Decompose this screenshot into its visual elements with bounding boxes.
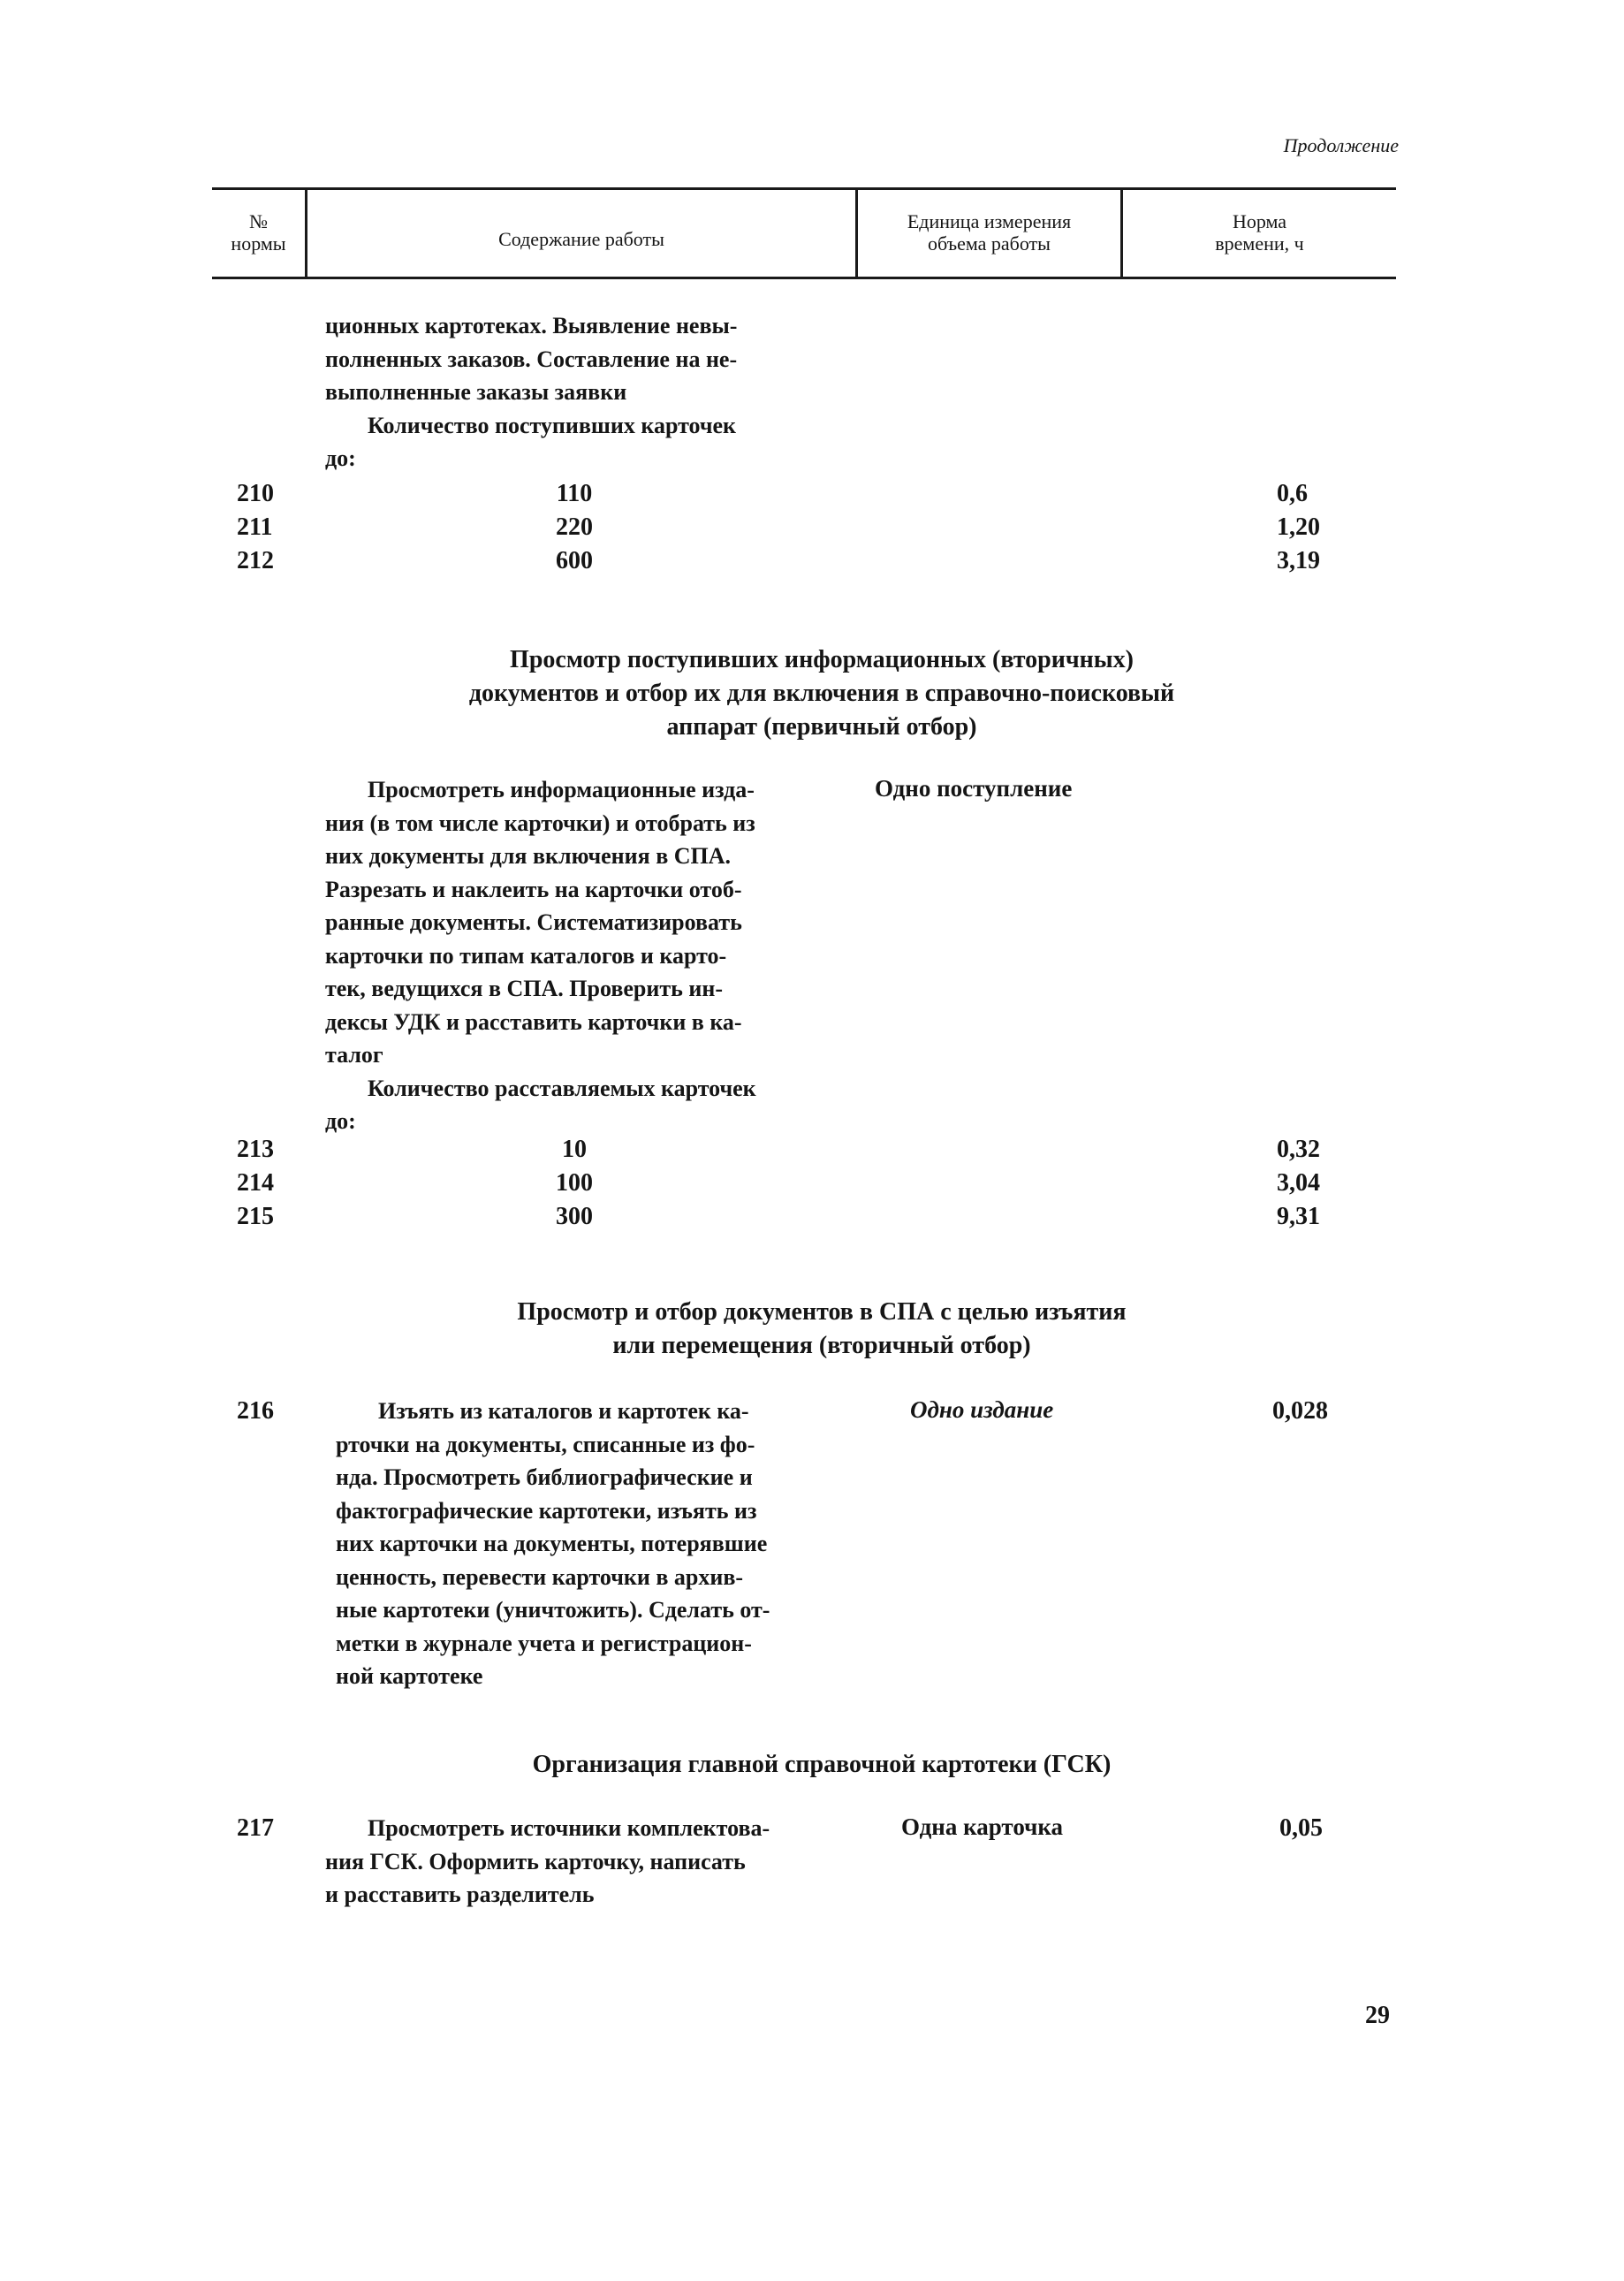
section-title: Просмотр поступивших информационных (вторичных) документов и отбор их для включения в справочно-поисковый аппарат (первичный отбор) [468,646,1175,741]
header-col-unit: Единица измерения объема работы [907,210,1072,255]
norm-value: 1,20 [1277,513,1320,541]
section1-text: Просмотреть информационные изда- ния (в том числе карточки) и отобрать из них документы для включения в СПА. Разрезать и наклеить на карточки отоб- ранные документы. Систематизировать карточки по типам каталогов и карто- тек, ведущихся в СПА. Проверить ин- дексы УДК и расставить карточки в ка- талог Количество расставляемых карточек до: [325,773,873,1138]
section-title: Организация главной справочной картотеки (ГСК) [532,1751,1112,1778]
header-bottom-rule [212,277,1396,279]
section2-text: Изъять из каталогов и картотек ка- рточки на документы, списанные из фо- нда. Просмотреть библиографические и фактографические картотеки, изъять из них карточки на документы, потерявшие ценность, перевести карточки в архив- ные картотеки (уничтожить). Сделать от- метки в журнале учета и регистрацион- ной картотеке [336,1398,770,1689]
intro-line: полненных заказов. Составление на не- [325,346,738,372]
norm-number: 211 [237,513,273,541]
norm-number: 213 [237,1136,274,1163]
work-unit: Одна карточка [901,1813,1064,1840]
quantity-value: 300 [556,1203,593,1230]
section-title: Просмотр и отбор документов в СПА с целью изъятия или перемещения (вторичный отбор) [517,1298,1127,1359]
norm-number: 217 [237,1814,274,1842]
quantity-label-suffix: до: [325,1108,356,1134]
work-unit: Одно издание [910,1396,1054,1423]
norm-value: 9,31 [1277,1203,1320,1230]
continuation-label: Продолжение [1283,134,1399,156]
quantity-value: 110 [556,480,593,507]
work-unit: Одно поступление [875,775,1073,802]
quantity-label: Количество расставляемых карточек [368,1075,756,1101]
header-top-rule [212,187,1396,190]
intro-line: ционных картотеках. Выявление невы- [325,313,738,338]
page-number: 29 [1365,2002,1390,2029]
header-col-number: № нормы [231,210,286,255]
norm-value: 0,028 [1272,1397,1328,1425]
quantity-value: 100 [556,1169,593,1197]
norm-number: 215 [237,1203,274,1230]
quantity-value: 220 [556,513,593,541]
quantity-value: 600 [556,547,593,574]
quantity-label-suffix: до: [325,445,356,471]
intro-text [325,309,873,475]
header-col-norm: Норма времени, ч [1215,210,1304,255]
norm-number: 214 [237,1169,274,1197]
norm-number: 216 [237,1397,274,1425]
norm-value: 0,6 [1277,480,1308,507]
norm-number: 212 [237,547,274,574]
norm-value: 3,19 [1277,547,1320,574]
intro-line: выполненные заказы заявки [325,379,627,405]
norm-number: 210 [237,480,274,507]
norm-value: 0,05 [1279,1814,1323,1842]
quantity-label: Количество поступивших карточек [368,412,737,438]
header-col-content: Содержание работы [498,228,664,250]
section3-text: Просмотреть источники комплектова- ния ГСК. Оформить карточку, написать и расставить разделитель [325,1815,770,1907]
norm-value: 3,04 [1277,1169,1320,1197]
norm-value: 0,32 [1277,1136,1320,1163]
quantity-value: 10 [562,1136,587,1163]
